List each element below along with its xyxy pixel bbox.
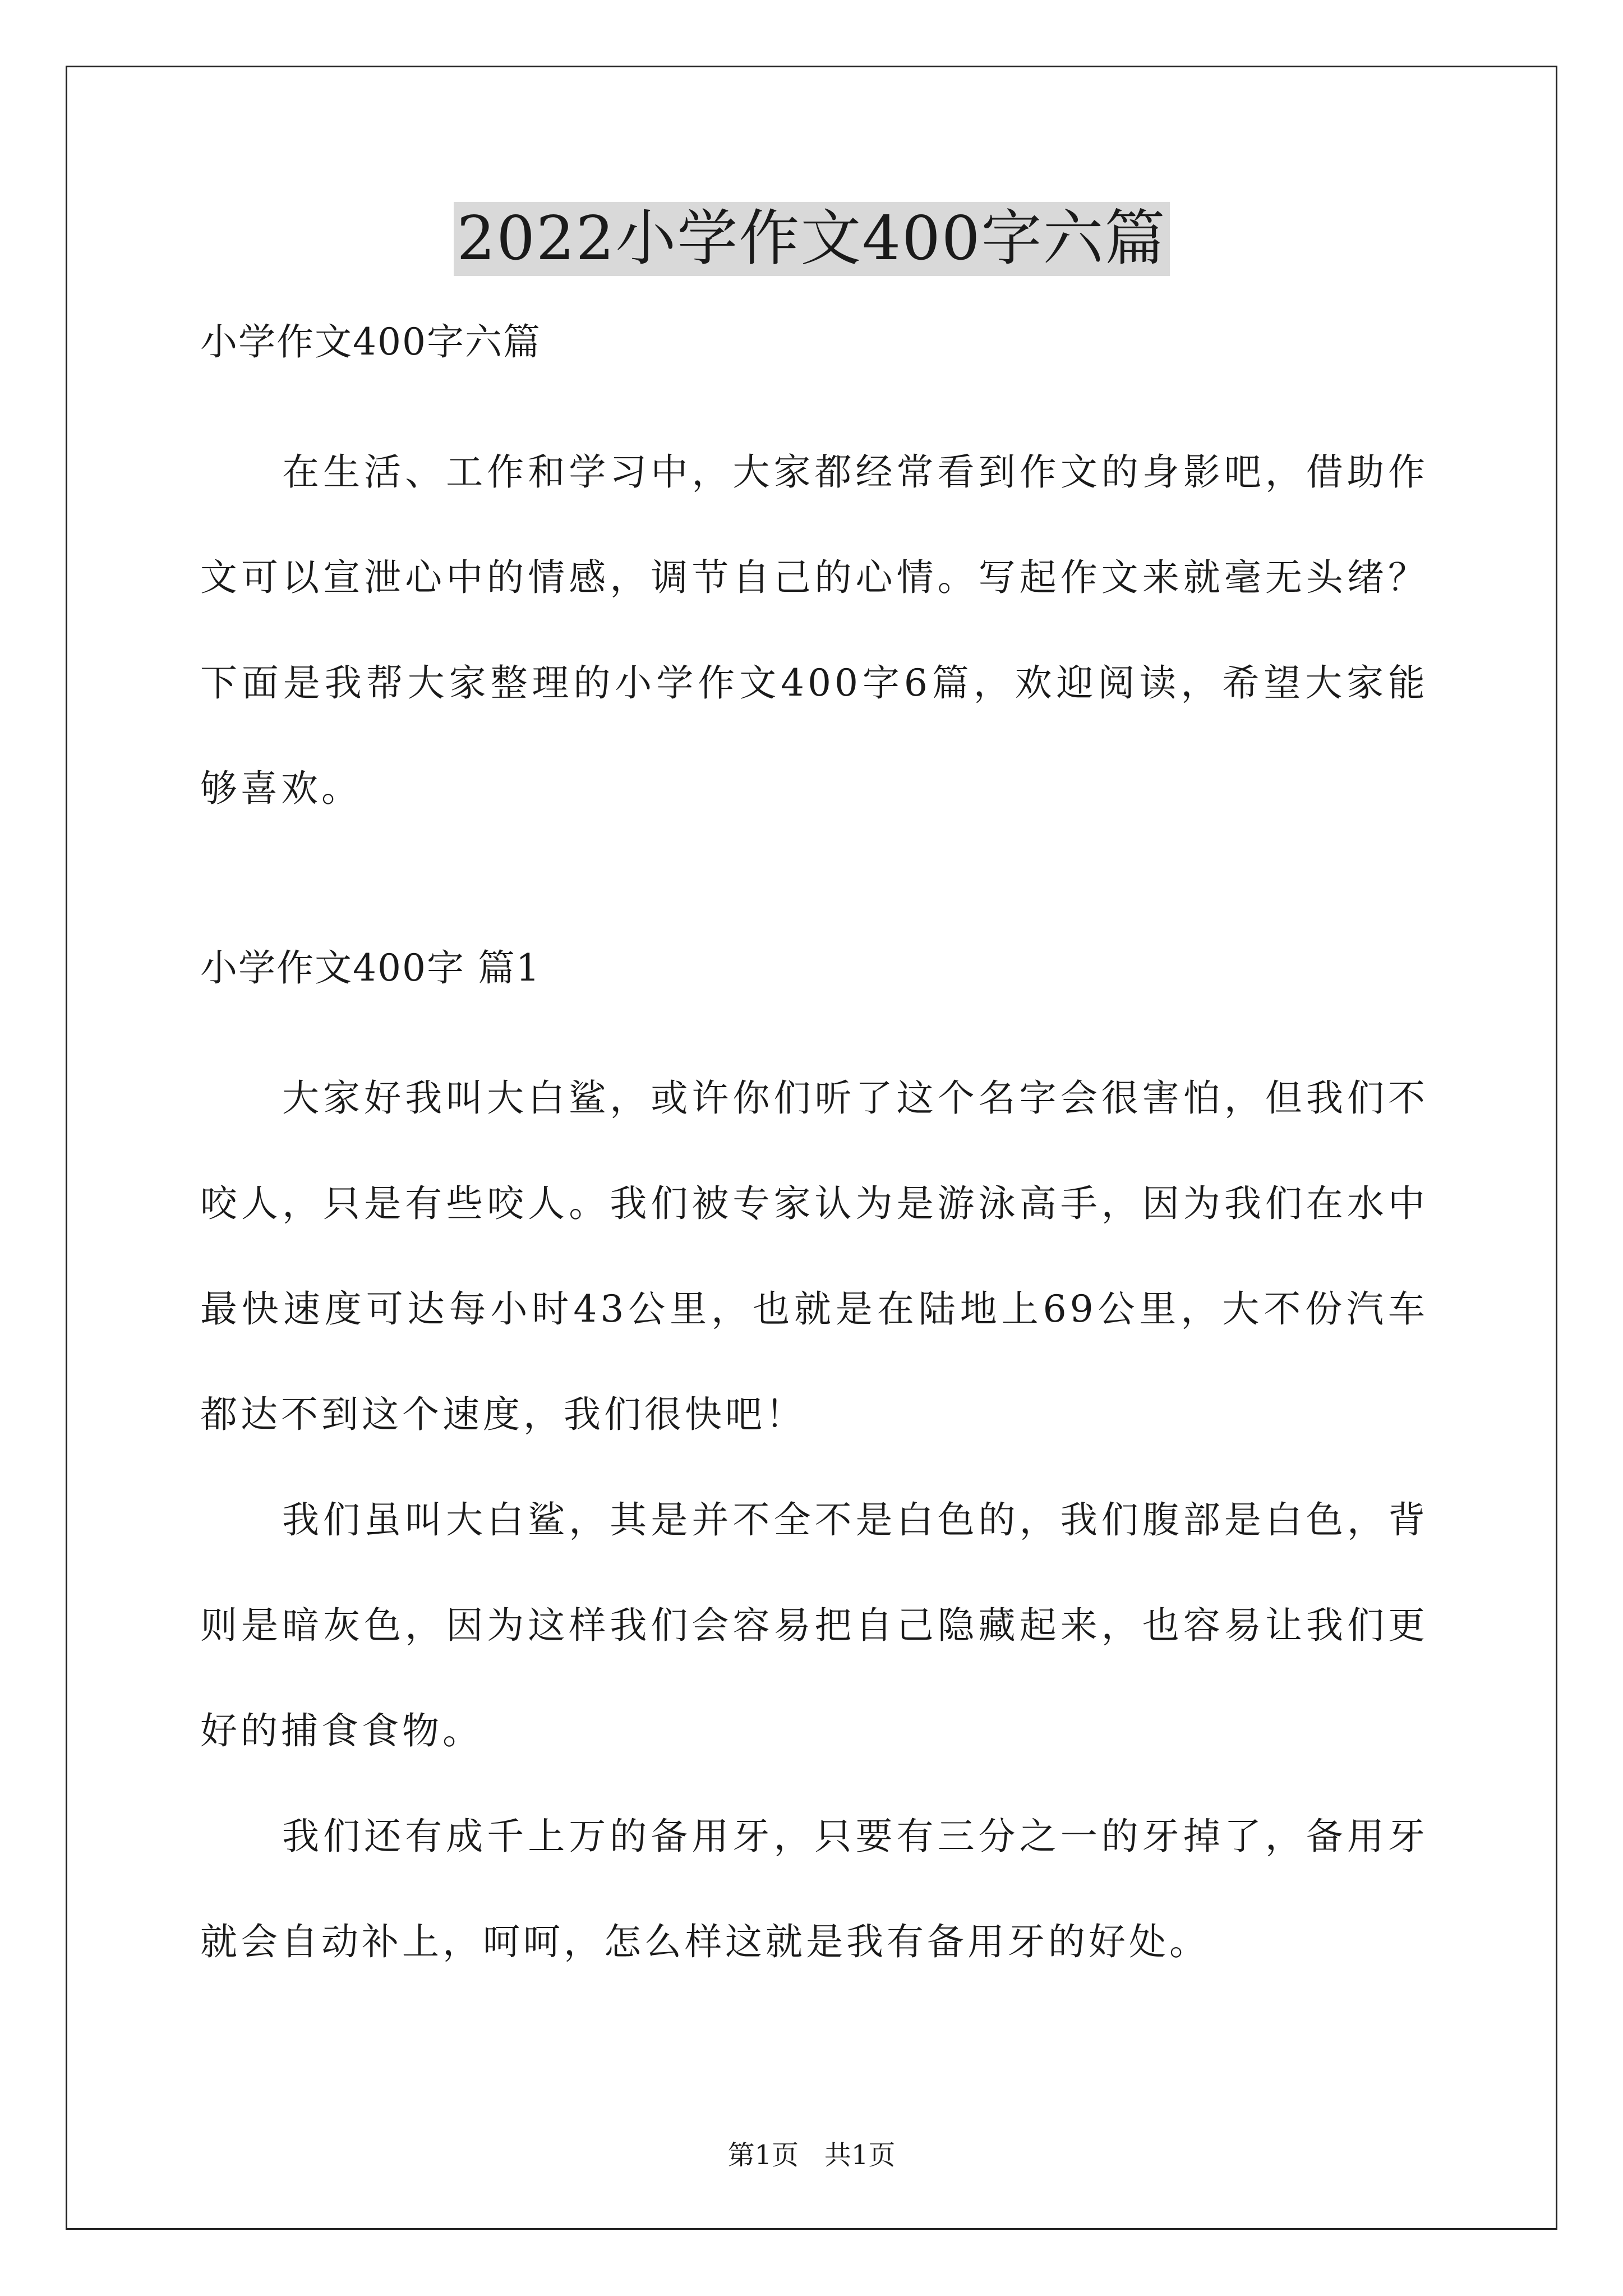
document-subtitle: 小学作文400字六篇 bbox=[200, 320, 541, 364]
spacer bbox=[200, 370, 1428, 420]
page-footer: 第1页 共1页 bbox=[727, 2139, 896, 2171]
section-heading: 小学作文400字 篇1 bbox=[200, 946, 541, 990]
body-paragraph: 大家好我叫大白鲨，或许你们听了这个名字会很害怕，但我们不咬人，只是有些咬人。我们被专家认为是游泳高手，因为我们在水中最快速度可达每小时43公里，也就是在陆地上69公里，大不份汽车都达不到这个速度，我们很快吧！ bbox=[200, 1076, 1428, 1436]
document-body bbox=[200, 314, 1428, 1995]
title-container bbox=[0, 202, 1623, 276]
spacer bbox=[200, 841, 1428, 940]
spacer bbox=[200, 996, 1428, 1046]
document-title: 2022小学作文400字六篇 bbox=[454, 202, 1170, 276]
body-paragraph: 我们虽叫大白鲨，其是并不全不是白色的，我们腹部是白色，背则是暗灰色，因为这样我们会容易把自己隐藏起来，也容易让我们更好的捕食食物。 bbox=[200, 1498, 1428, 1752]
intro-paragraph: 在生活、工作和学习中，大家都经常看到作文的身影吧，借助作文可以宣泄心中的情感，调节自己的心情。写起作文来就毫无头绪？下面是我帮大家整理的小学作文400字6篇，欢迎阅读，希望大家能够喜欢。 bbox=[200, 450, 1428, 810]
body-paragraph: 我们还有成千上万的备用牙，只要有三分之一的牙掉了，备用牙就会自动补上，呵呵，怎么样这就是我有备用牙的好处。 bbox=[200, 1815, 1428, 1963]
